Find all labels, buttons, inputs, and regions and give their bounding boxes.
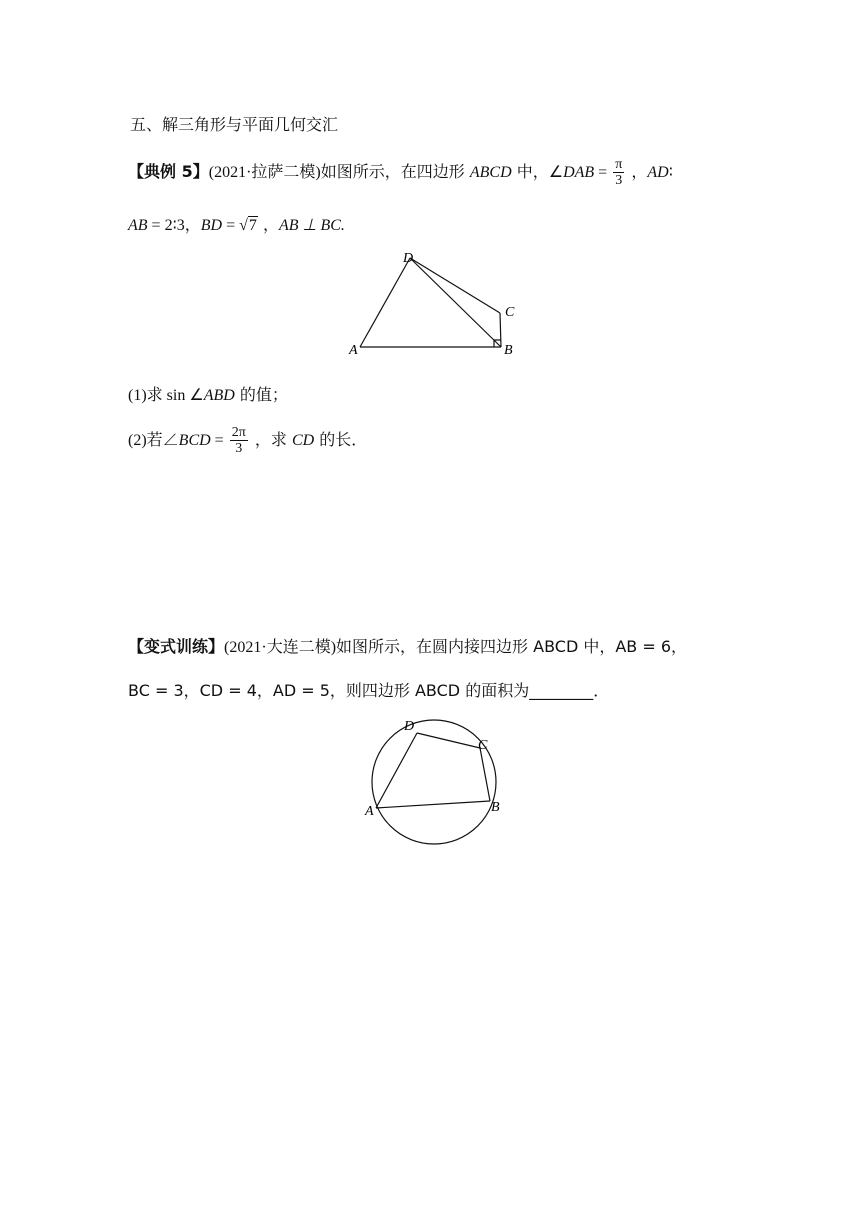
question-1: (1)求 sin ∠ABD 的值；	[128, 385, 288, 404]
example-bracket-open: 【	[128, 162, 145, 181]
segment-bc-2	[480, 748, 490, 801]
exercise-line-2: BC = 3，CD = 4，AD = 5，则四边形 ABCD 的面积为________．	[128, 681, 610, 700]
label-a-2: A	[365, 804, 374, 819]
segment-bc	[500, 313, 501, 347]
segment-cd-2	[417, 733, 480, 748]
segment-ad	[360, 258, 410, 347]
label-b-2: B	[491, 800, 500, 815]
segment-dc	[410, 258, 500, 313]
example-source: (2021·拉萨二模)	[208, 164, 321, 181]
label-d: D	[403, 251, 414, 266]
sqrt-7: √7	[239, 217, 257, 234]
segment-ab-2	[376, 801, 490, 808]
section-title: 五、解三角形与平面几何交汇	[130, 115, 339, 134]
segment-da-2	[376, 733, 417, 808]
label-c: C	[505, 305, 515, 320]
example-bracket-close: 】	[192, 162, 209, 181]
label-c-2: C	[478, 738, 488, 753]
label-b: B	[504, 343, 513, 358]
question-2: (2)若∠BCD = $\frac{2\pi}{3}$ ，求 CD 的长．	[128, 424, 368, 456]
exercise-source: (2021·大连二模)	[224, 639, 337, 656]
fraction-2pi-over-3: $\frac{2\pi}{3}$	[231, 424, 246, 456]
fraction-pi-over-3: $\frac{\pi}{3}$	[615, 156, 623, 188]
segment-bd	[410, 258, 501, 347]
example-line-2: AB = 2∶3，BD = √7 ，AB ⊥ BC.	[128, 215, 345, 234]
label-a: A	[349, 343, 358, 358]
cyclic-quadrilateral-figure	[350, 712, 520, 852]
exercise-tag: 变式训练	[144, 637, 209, 656]
example-tag: 典例 5	[144, 162, 193, 181]
example-line-1: 【典例 5】(2021·拉萨二模)如图所示，在四边形 ABCD 中，∠DAB = $\frac{\pi}{3}$ ，AD∶	[128, 156, 673, 188]
label-d-2: D	[404, 719, 415, 734]
quadrilateral-figure	[340, 245, 540, 365]
exercise-line-1: 【变式训练】(2021·大连二模)如图所示，在圆内接四边形 ABCD 中，AB = 6，	[128, 637, 688, 656]
